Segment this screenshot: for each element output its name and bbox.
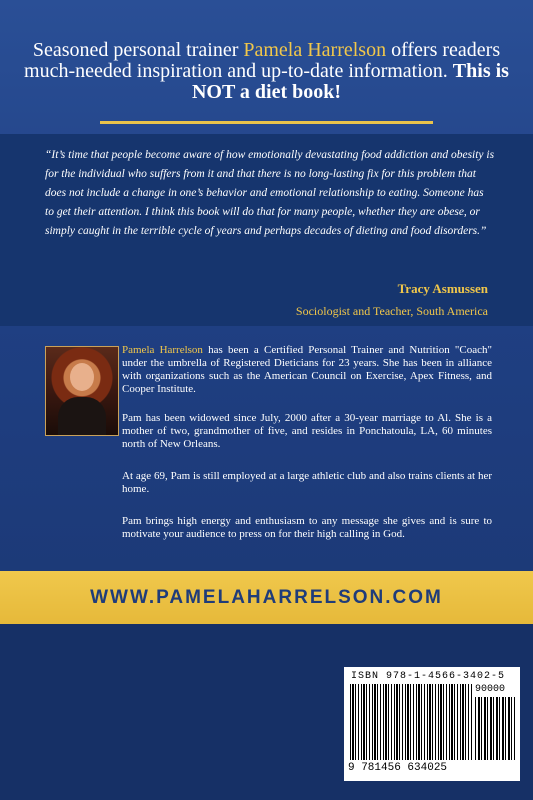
testimonial-role: Sociologist and Teacher, South America [295,304,488,318]
bio-paragraph-2 [122,412,492,451]
headline-text-2: offers readers much-needed inspiration and up-to-date information. [24,39,501,82]
author-name: Pamela Harrelson [243,39,387,61]
barcode-digits: 9 781456 634025 [348,762,448,774]
price-code: 90000 [475,684,506,695]
testimonial-author: Tracy Asmussen [397,281,488,296]
bio-p2-text: Pam has been widowed since July, 2000 after a 30-year marriage to Al. She is a mother of two, grandmother of five, and resides in Ponchatoula, LA, 60 minutes north of New Orleans. [122,412,492,450]
bio-p3-text: At age 69, Pam is still employed at a large athletic club and also trains clients at her home. [122,470,492,495]
bio-paragraph-3 [122,470,492,496]
testimonial-quote: “It’s time that people become aware of how emotionally devastating food addiction and obesity is for the individual who suffers from it and that there is no long-lasting fix for this problem that does not include a change in one’s behavior and emotional relationship to eating. Someone has to get their attention. I think this book will do that for many people, whether they are obese, or simply caught in the terrible cycle of years and perhaps decades of dieting and food disorders.” [45,149,495,237]
isbn-label: ISBN 978-1-4566-3402-5 [351,671,506,682]
bio-paragraph-4 [122,515,492,541]
gold-divider [100,121,433,124]
bio-paragraph-1 [122,344,492,396]
website-url[interactable]: WWW.PAMELAHARRELSON.COM [90,587,443,608]
headline [20,40,513,103]
author-photo [45,346,119,436]
headline-bold: This is NOT a diet book! [191,60,509,103]
bio-author-name: Pamela Harrelson [122,344,203,356]
photo-face [70,363,94,391]
bio-p4-text: Pam brings high energy and enthusiasm to any message she gives and is sure to motivate your audience to press on for their high calling in God. [122,515,492,540]
price-barcode-bars [475,697,515,760]
photo-body [58,397,106,435]
bio-p1-text: has been a Certified Personal Trainer and Nutrition "Coach" under the umbrella of Registered Dieticians for 23 years. She has been in alliance with organizations such as the American Council on Exercise, Apex Fitness, and Cooper Institute. [122,344,492,395]
barcode-bars [350,684,473,760]
headline-text-1: Seasoned personal trainer [32,39,244,61]
